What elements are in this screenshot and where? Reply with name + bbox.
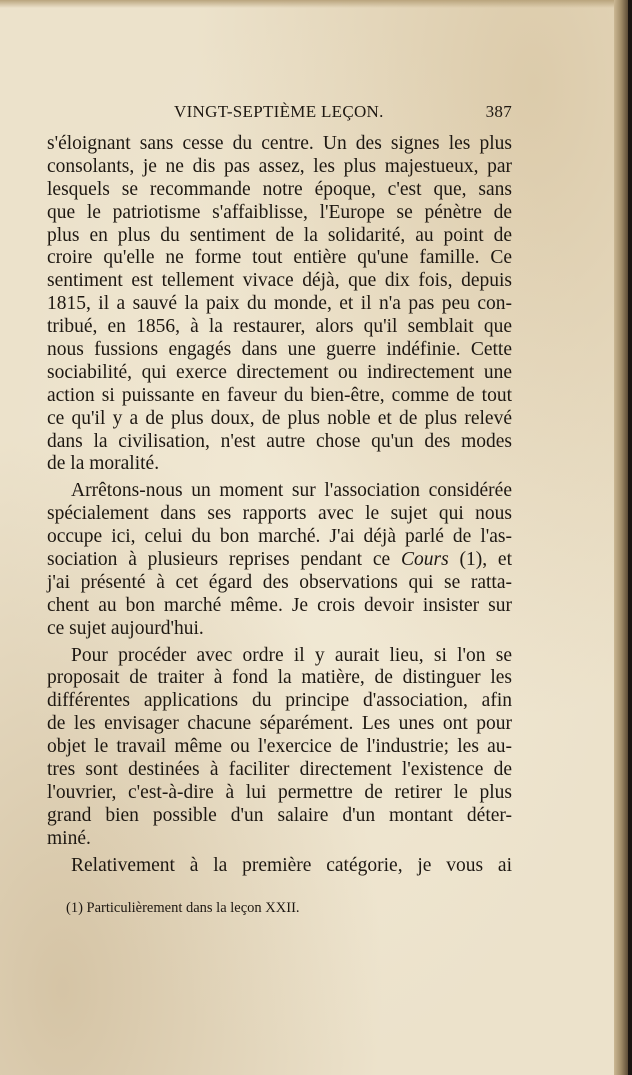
text-line: grand bien possible d'un salaire d'un montant déter-: [47, 804, 512, 826]
text-line: l'ouvrier, c'est-à-dire à lui permettre de retirer le plus: [47, 781, 512, 803]
text-line: lesquels se recommande notre époque, c'est que, sans: [47, 178, 512, 200]
text-line: occupe ici, celui du bon marché. J'ai déjà parlé de l'as-: [47, 526, 512, 548]
text-line: chent au bon marché même. Je crois devoir insister sur: [47, 594, 512, 616]
text-line: action si puissante en faveur du bien-être, comme de tout: [47, 384, 512, 406]
text-line: différentes applications du principe d'association, afin: [47, 690, 512, 712]
text-line: s'éloignant sans cesse du centre. Un des signes les plus: [47, 133, 512, 154]
running-head: [46, 102, 512, 124]
text-line: tribué, en 1856, à la restaurer, alors qu'il semblait que: [47, 316, 512, 338]
page-right-edge: [614, 0, 628, 1075]
text-line: 1815, il a sauvé la paix du monde, et il n'a pas peu con-: [47, 293, 512, 315]
text-line: Pour procéder avec ordre il y aurait lieu, si l'on se: [71, 644, 512, 666]
text-line: plus en plus du sentiment de la solidarité, au point de: [47, 224, 512, 246]
text-line: nous fussions engagés dans une guerre indéfinie. Cette: [47, 339, 512, 361]
text-line: tres sont destinées à faciliter directement l'existence de: [47, 759, 512, 781]
text-segment: (1), et: [448, 549, 512, 571]
italic-term: Cours: [401, 549, 449, 571]
text-line: croire qu'elle ne forme tout entière qu'une famille. Ce: [47, 247, 512, 269]
text-line: sociabilité, qui exerce directement ou indirectement une: [47, 361, 512, 383]
text-line: consolants, je ne dis pas assez, les plus majestueux, par: [47, 155, 512, 177]
text-line: objet le travail même ou l'exercice de l'industrie; les au-: [47, 736, 512, 758]
body-text: [47, 133, 512, 878]
text-line: Arrêtons-nous un moment sur l'association considérée: [71, 480, 512, 502]
page-top-edge: [0, 0, 628, 8]
text-line: miné.: [47, 827, 91, 849]
text-line: proposait de traiter à fond la matière, de distinguer les: [47, 667, 512, 689]
text-line: j'ai présenté à cet égard des observations qui se ratta-: [47, 571, 512, 593]
text-line: Relativement à la première catégorie, je vous ai: [71, 854, 512, 876]
page-number: 387: [485, 102, 512, 121]
text-line: spécialement dans ses rapports avec le sujet qui nous: [47, 503, 512, 525]
text-line: sentiment est tellement vivace déjà, que dix fois, depuis: [47, 270, 512, 292]
text-line: de les envisager chacune séparément. Les unes ont pour: [47, 713, 512, 735]
running-title: VINGT-SEPTIÈME LEÇON.: [174, 102, 384, 121]
text-line: dans la civilisation, n'est autre chose qu'un des modes: [47, 430, 512, 452]
footnote: (1) Particulièrement dans la leçon XXII.: [66, 900, 300, 916]
text-line: de la moralité.: [47, 453, 160, 475]
text-line-with-italic: [47, 549, 512, 572]
text-line: ce sujet aujourd'hui.: [47, 617, 204, 639]
text-line: que le patriotisme s'affaiblisse, l'Europe se pénètre de: [47, 201, 512, 223]
text-segment: sociation à plusieurs reprises pendant ce: [47, 549, 401, 571]
text-line: ce qu'il y a de plus doux, de plus noble et de plus relevé: [47, 407, 512, 429]
